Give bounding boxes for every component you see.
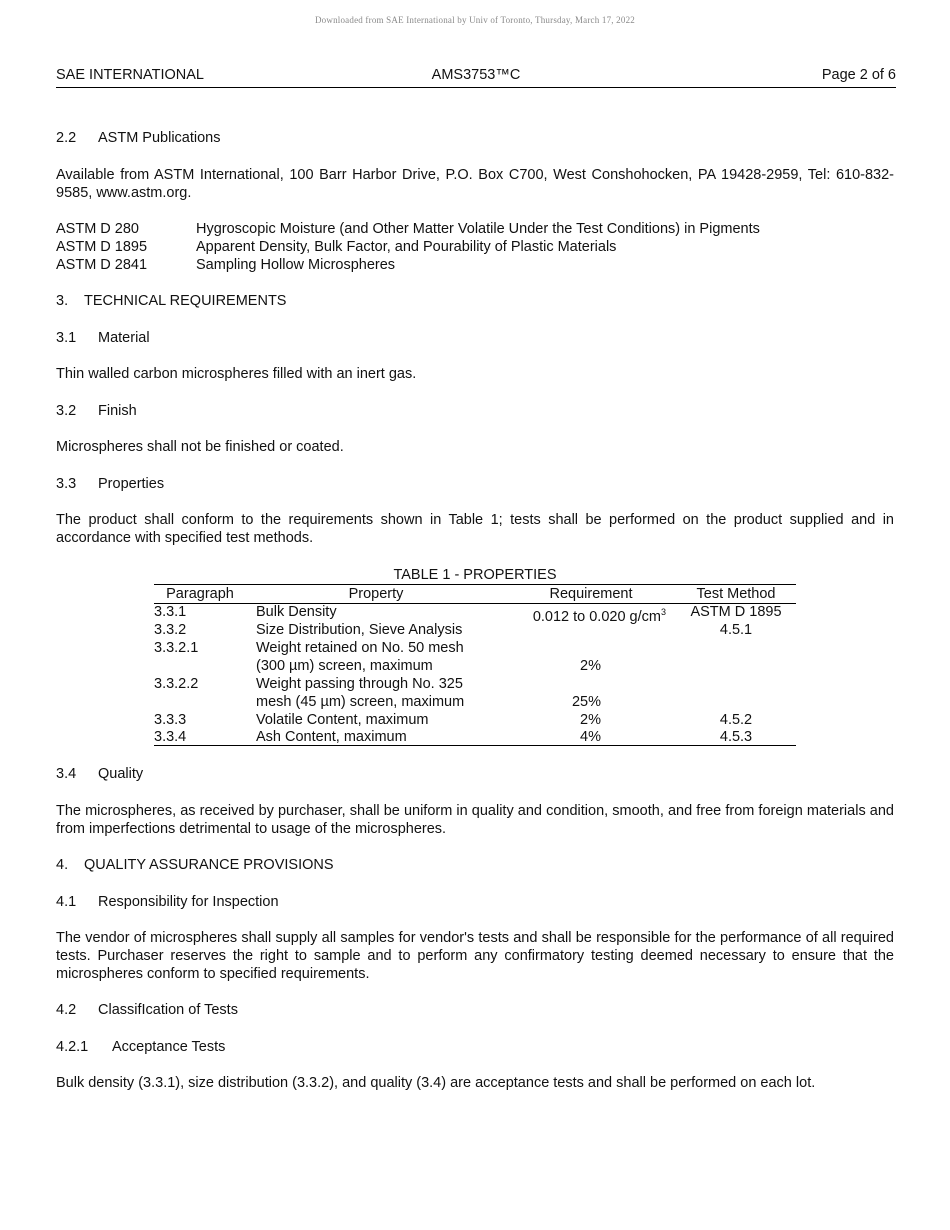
heading-4-1 [56,893,894,911]
section-number: 4. [56,857,69,873]
section-title: Finish [98,403,137,419]
reference-description: Hygroscopic Moisture (and Other Matter Volatile Under the Test Conditions) in Pigments [196,221,760,237]
col-header-property: Property [348,586,404,602]
heading-4-2-1 [56,1038,894,1056]
table-cell-test-method: ASTM D 1895 [690,604,782,620]
table-cell-requirement: 4% [580,729,601,745]
section-number: 4.2.1 [56,1039,89,1055]
heading-3-4 [56,765,894,783]
finish-text: Microspheres shall not be finished or coated. [56,439,344,455]
table-cell-property-continued: (300 µm) screen, maximum [256,658,433,674]
reference-description: Sampling Hollow Microspheres [196,257,396,273]
reference-code: ASTM D 280 [56,221,139,237]
table-cell-property: Bulk Density [256,604,337,620]
table-cell-paragraph: 3.3.3 [154,712,187,728]
section-title: Properties [98,476,165,492]
quality-text: The microspheres, as received by purchaser, shall be uniform in quality and condition, smooth, and free from foreign materials and from imperfections detrimental to usage of the microspheres. [56,803,894,837]
table-cell-test-method: 4.5.3 [719,729,753,745]
section-number: 3.3 [56,476,77,492]
table-cell-paragraph: 3.3.2.2 [154,676,199,692]
table-cell-property-continued: mesh (45 µm) screen, maximum [256,694,465,710]
col-header-test-method: Test Method [696,586,776,602]
heading-3-1 [56,329,894,347]
section-number: 4.1 [56,894,77,910]
section-number: 4.2 [56,1002,77,1018]
responsibility-text: The vendor of microspheres shall supply all samples for vendor's tests and shall be responsible for the performance of all required tests. Purchaser reserves the right to sample and to perform any confirmatory testing deemed necessary to ensure that the microspheres conform to specified requirements. [56,930,894,982]
header-document-number: AMS3753™C [431,67,521,83]
requirement-value: 0.012 to 0.020 g/cm [532,608,661,625]
table-cell-requirement [506,603,666,626]
reference-description: Apparent Density, Bulk Factor, and Pourability of Plastic Materials [196,239,617,255]
table-cell-paragraph: 3.3.1 [154,604,187,620]
section-number: 3.4 [56,766,77,782]
section-title: Material [98,330,150,346]
heading-3 [56,292,894,310]
table-cell-test-method: 4.5.2 [719,712,753,728]
table-cell-test-method: 4.5.1 [719,622,753,638]
section-title: Acceptance Tests [112,1039,226,1055]
section-title: Responsibility for Inspection [98,894,279,910]
header-page-number: Page 2 of 6 [821,67,896,83]
table-cell-property: Size Distribution, Sieve Analysis [256,622,463,638]
properties-text: The product shall conform to the requirements shown in Table 1; tests shall be performed on the product supplied and in accordance with specified test methods. [56,512,894,546]
table-cell-paragraph: 3.3.2 [154,622,187,638]
material-text: Thin walled carbon microspheres filled with an inert gas. [56,366,417,382]
table-cell-property: Weight retained on No. 50 mesh [256,640,464,656]
reference-code: ASTM D 2841 [56,257,148,273]
table-cell-property: Weight passing through No. 325 [256,676,463,692]
reference-code: ASTM D 1895 [56,239,148,255]
section-title: TECHNICAL REQUIREMENTS [84,293,287,309]
acceptance-tests-text: Bulk density (3.3.1), size distribution (3.3.2), and quality (3.4) are acceptance tests and shall be performed on each lot. [56,1075,816,1091]
requirement-superscript: 3 [660,607,666,617]
col-header-paragraph: Paragraph [166,586,234,602]
table-cell-property: Ash Content, maximum [256,729,407,745]
heading-3-3 [56,475,894,493]
table-cell-property: Volatile Content, maximum [256,712,429,728]
table-cell-requirement: 2% [580,658,601,674]
download-watermark: Downloaded from SAE International by Univ of Toronto, Thursday, March 17, 2022 [314,15,635,25]
heading-4-2 [56,1001,894,1019]
section-title: ASTM Publications [98,130,221,146]
heading-2-2 [56,129,894,147]
heading-3-2 [56,402,894,420]
astm-availability-text: Available from ASTM International, 100 Barr Harbor Drive, P.O. Box C700, West Conshohocken, PA 19428-2959, Tel: 610-832-9585, www.astm.org. [56,167,894,201]
section-title: QUALITY ASSURANCE PROVISIONS [84,857,334,873]
header-publisher: SAE INTERNATIONAL [56,67,204,83]
table-title: TABLE 1 - PROPERTIES [393,567,557,583]
col-header-requirement: Requirement [549,586,633,602]
section-number: 2.2 [56,130,77,146]
table-cell-requirement: 25% [571,694,601,710]
page-header [56,67,896,88]
table-cell-requirement: 2% [580,712,601,728]
table-cell-paragraph: 3.3.2.1 [154,640,199,656]
heading-4 [56,856,894,874]
table-cell-paragraph: 3.3.4 [154,729,187,745]
section-number: 3.2 [56,403,77,419]
section-number: 3.1 [56,330,77,346]
section-title: ClassifIcation of Tests [98,1002,238,1018]
properties-table [154,584,796,746]
section-title: Quality [98,766,144,782]
section-number: 3. [56,293,69,309]
